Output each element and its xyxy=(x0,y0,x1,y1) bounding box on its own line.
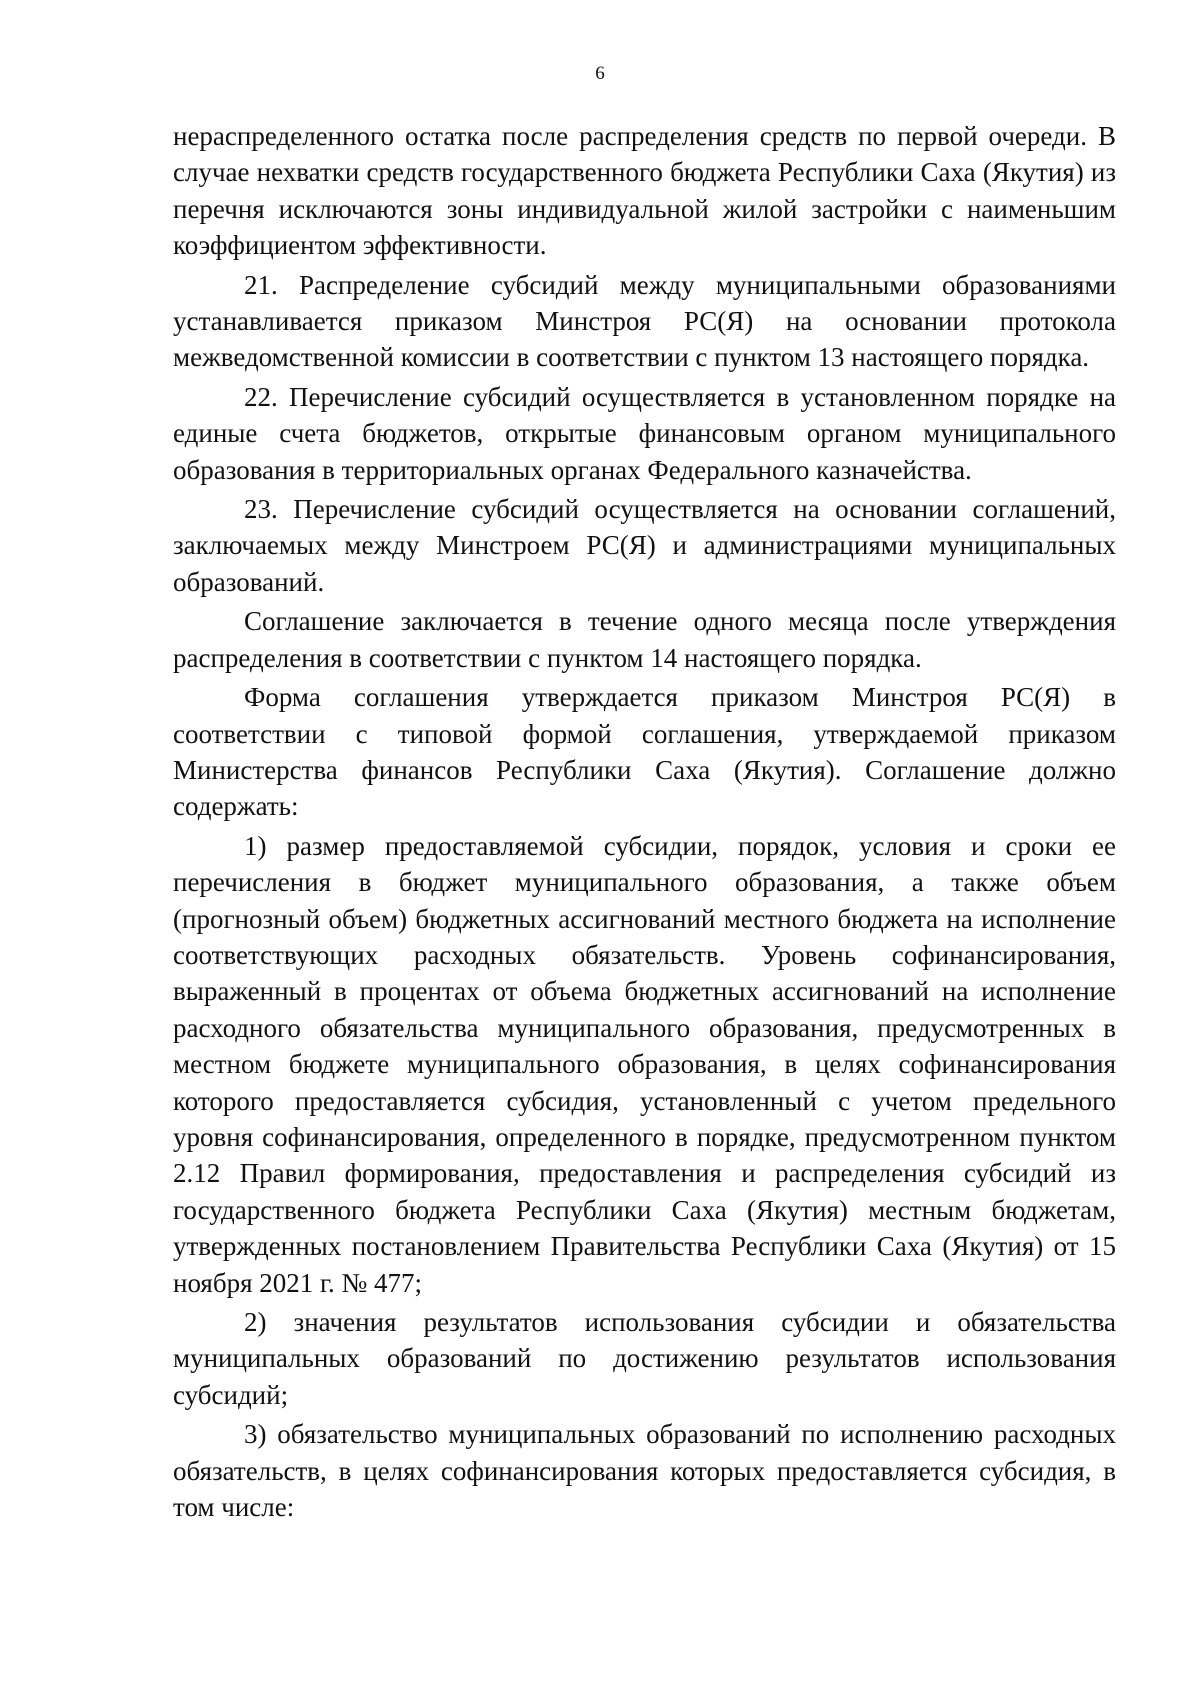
paragraph-agreement-form: Форма соглашения утверждается приказом Минстроя РС(Я) в соответствии с типовой формой соглашения, утверждаемой приказом Министерства финансов Республики Саха (Якутия). Соглашение должно содержать: xyxy=(173,682,1116,822)
paragraph-item-21: 21. Распределение субсидий между муниципальными образованиями устанавливается приказом Минстроя РС(Я) на основании протокола межведомственной комиссии в соответствии с пунктом 13 настоящего порядка. xyxy=(173,269,1116,373)
page-number: 6 xyxy=(595,63,605,84)
paragraph-item-22: 22. Перечисление субсидий осуществляется в установленном порядке на единые счета бюджетов, открытые финансовым органом муниципального образования в территориальных органах Федерального казначейства. xyxy=(173,381,1116,485)
list-item-1: 1) размер предоставляемой субсидии, порядок, условия и сроки ее перечисления в бюджет муниципального образования, а также объем (прогнозный объем) бюджетных ассигнований местного бюджета на исполнение соответствующих расходных обязательств. Уровень софинансирования, выраженный в процентах от объема бюджетных ассигнований на исполнение расходного обязательства муниципального образования, предусмотренных в местном бюджете муниципального образования, в целях софинансирования которого предоставляется субсидия, установленный с учетом предельного уровня софинансирования, определенного в порядке, предусмотренном пунктом 2.12 Правил формирования, предоставления и распределения субсидий из государственного бюджета Республики Саха (Якутия) местным бюджетам, утвержденных постановлением Правительства Республики Саха (Якутия) от 15 ноября 2021 г. № 477; xyxy=(173,830,1116,1298)
list-item-2: 2) значения результатов использования субсидии и обязательства муниципальных образований по достижению результатов использования субсидий; xyxy=(173,1307,1116,1410)
document-body xyxy=(173,118,1116,1528)
paragraph-continuation: нераспределенного остатка после распределения средств по первой очереди. В случае нехватки средств государственного бюджета Республики Саха (Якутия) из перечня исключаются зоны индивидуальной жилой застройки с наименьшим коэффициентом эффективности. xyxy=(173,121,1116,261)
paragraph-item-23: 23. Перечисление субсидий осуществляется на основании соглашений, заключаемых между Минстроем РС(Я) и администрациями муниципальных образований. xyxy=(173,494,1116,597)
paragraph-agreement-term: Соглашение заключается в течение одного месяца после утверждения распределения в соответствии с пунктом 14 настоящего порядка. xyxy=(173,606,1116,673)
list-item-3: 3) обязательство муниципальных образований по исполнению расходных обязательств, в целях софинансирования которых предоставляется субсидия, в том числе: xyxy=(173,1419,1116,1523)
